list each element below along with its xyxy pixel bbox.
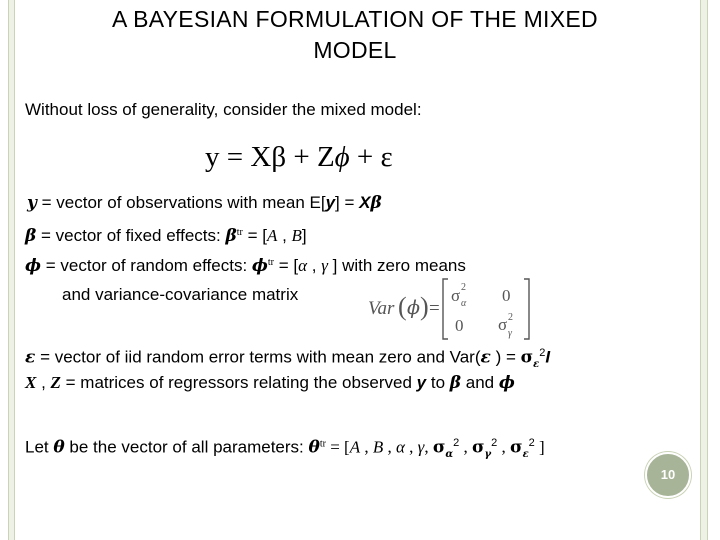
def-y-symbol: y [27, 193, 37, 213]
def-eps-symbol: ε [25, 347, 36, 368]
def-phi [25, 252, 466, 277]
def-theta-tr: tr [319, 438, 326, 450]
a22-sup: 2 [508, 312, 513, 323]
def-beta-comma: , [277, 226, 292, 245]
def-xz-y: y [416, 373, 427, 392]
slide-title [20, 4, 690, 66]
eq-beta: β [271, 141, 287, 173]
var-label: Var [368, 298, 395, 319]
def-xz-x: X [25, 373, 37, 392]
def-theta-text-2: be the vector of all parameters: [64, 437, 309, 457]
def-theta-sigma-eps-sup: 2 [528, 437, 535, 449]
def-phi-alpha: α [298, 256, 308, 275]
def-eps-eps: ε [480, 347, 491, 368]
def-eps-text-2: ) = [490, 347, 521, 367]
def-beta-tr: tr [236, 227, 243, 238]
eq-y: y [205, 141, 220, 173]
def-phi-comma: , [307, 256, 322, 275]
def-phi-text-2: = [ [274, 256, 299, 275]
def-phi-symbol: ϕ [25, 256, 42, 276]
matrix-left-bracket [443, 279, 448, 339]
eq-epsilon: ε [380, 141, 393, 173]
eq-x: X [250, 141, 272, 173]
a11-sup: 2 [461, 282, 466, 293]
def-beta-b: B [291, 226, 302, 245]
def-theta-sigma-eps-sub: ε [522, 449, 529, 461]
def-varcov-text: and variance-covariance matrix [62, 285, 299, 304]
def-beta-beta: β [225, 226, 237, 246]
def-xz-text-2: to [426, 373, 450, 392]
def-theta-c2: , [383, 437, 396, 457]
left-border-decoration [8, 0, 15, 540]
var-close-paren: ) [420, 292, 429, 321]
def-theta-a: A [349, 437, 361, 457]
def-theta [25, 432, 545, 466]
def-theta-alpha: α [395, 437, 405, 457]
def-xz-phi: ϕ [498, 373, 515, 393]
page-number: 10 [660, 467, 676, 482]
def-y-text-1: = vector of observations with mean E[ [36, 193, 326, 212]
def-y-text-2: ] = [335, 193, 360, 212]
var-phi: ϕ [407, 297, 420, 319]
def-theta-c6: , [497, 437, 511, 457]
right-border-decoration [700, 0, 708, 540]
def-eps-text-1: = vector of iid random error terms with mean zero and Var( [35, 347, 481, 367]
def-theta-theta: θ [53, 437, 65, 458]
var-open-paren: ( [398, 292, 407, 321]
def-theta-sigma-eps: σ [510, 437, 523, 458]
a11-sub: α [461, 298, 467, 309]
def-phi-tr: tr [267, 257, 275, 268]
def-theta-theta-2: θ [308, 437, 320, 458]
def-xz-comma: , [36, 373, 51, 392]
def-theta-c3: , [404, 437, 418, 457]
def-beta-close: ] [301, 226, 307, 245]
def-theta-sigma-gamma: σ [472, 437, 485, 458]
slide-title-line-1: A BAYESIAN FORMULATION OF THE MIXED [112, 6, 598, 32]
def-eps-identity: I [545, 347, 551, 367]
def-phi-gamma: γ [321, 256, 328, 275]
mixed-model-equation [205, 140, 393, 174]
def-eps-sub: ε [533, 359, 540, 371]
def-beta-a: A [266, 226, 278, 245]
a11-sigma: σ [451, 286, 461, 305]
def-y-x: X [359, 193, 371, 212]
def-beta-text-2: = [ [242, 226, 267, 245]
variance-matrix [368, 275, 538, 343]
def-y-y: y [325, 193, 336, 212]
eq-z: Z [316, 141, 335, 173]
def-beta-text-1: = vector of fixed effects: [36, 226, 226, 245]
def-theta-close: ] [534, 437, 545, 457]
def-theta-sigma-gamma-sub: γ [484, 449, 492, 461]
def-theta-c5: , [459, 437, 472, 457]
def-y-beta: β [370, 193, 382, 213]
def-xz-text-1: = matrices of regressors relating the observed [60, 373, 417, 392]
def-epsilon [25, 342, 550, 376]
def-theta-c4: , [424, 437, 433, 457]
def-theta-gamma: γ [417, 437, 425, 457]
page-number-badge [645, 452, 691, 498]
def-theta-sigma-alpha: σ [432, 437, 446, 458]
def-theta-text-1: Let [25, 437, 54, 457]
def-theta-b: B [372, 437, 384, 457]
def-xz [25, 372, 515, 394]
var-equals: = [429, 298, 440, 319]
a22-sub: γ [508, 328, 512, 339]
def-theta-sigma-alpha-sub: α [445, 449, 454, 461]
a22-sigma: σ [498, 315, 508, 334]
def-theta-text-3: = [ [325, 437, 350, 457]
def-theta-c1: , [360, 437, 373, 457]
def-theta-sigma-alpha-sup: 2 [453, 437, 460, 449]
intro-text: Without loss of generality, consider the mixed model: [25, 100, 422, 119]
def-xz-beta: β [449, 373, 462, 393]
a21-zero: 0 [455, 316, 464, 335]
matrix-right-bracket [524, 279, 529, 339]
def-phi-text-3: ] with zero means [327, 256, 466, 275]
eq-equals: = [226, 141, 244, 173]
slide-title-line-2: MODEL [313, 37, 397, 63]
def-xz-z: Z [50, 373, 61, 392]
def-eps-sigma: σ [520, 347, 534, 368]
def-phi-phi: ϕ [251, 256, 268, 276]
def-beta-symbol: β [25, 226, 37, 246]
eq-plus-1: + [293, 141, 310, 173]
eq-phi: ϕ [334, 141, 350, 173]
def-xz-text-3: and [461, 373, 499, 392]
def-y [27, 192, 382, 214]
def-theta-sigma-gamma-sup: 2 [491, 437, 498, 449]
def-phi-text-1: = vector of random effects: [41, 256, 252, 275]
def-beta [25, 222, 307, 247]
eq-plus-2: + [356, 141, 374, 173]
a12-zero: 0 [502, 286, 511, 305]
def-eps-sup: 2 [539, 347, 546, 359]
